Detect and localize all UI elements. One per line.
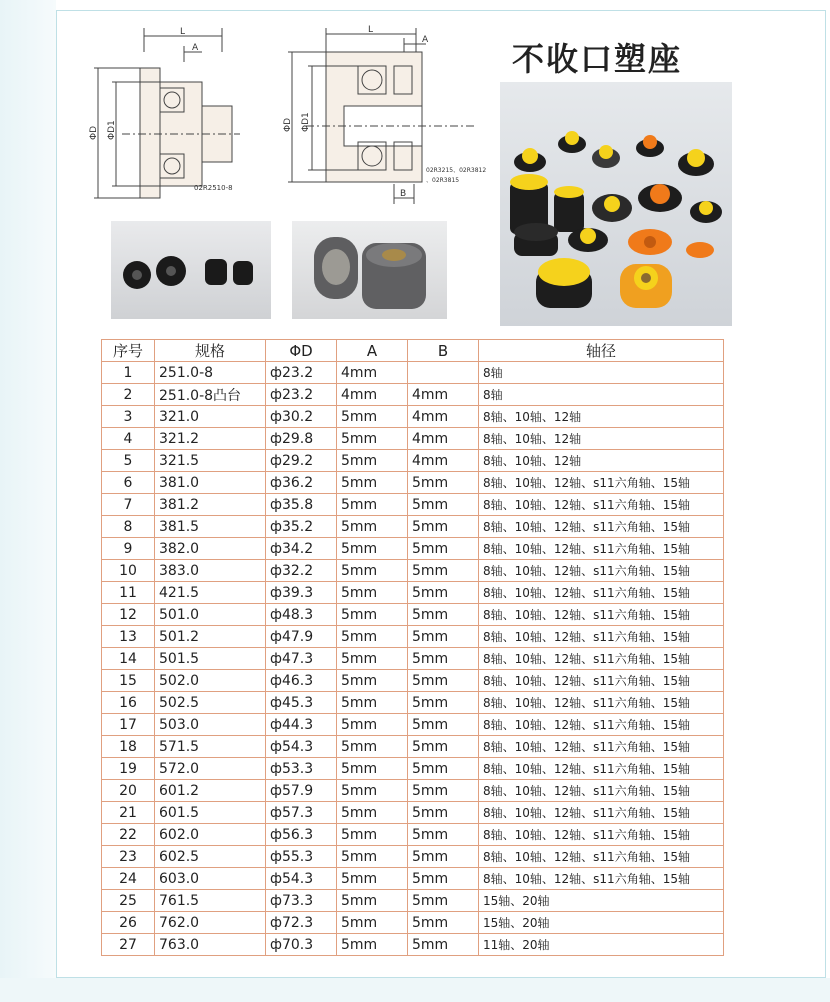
cell-b: 5mm: [408, 890, 479, 912]
table-row: [102, 912, 724, 934]
cell-shaft: 15轴、20轴: [479, 890, 724, 912]
cell-spec: 601.5: [155, 802, 266, 824]
cell-shaft: 8轴、10轴、12轴、s11六角轴、15轴: [479, 802, 724, 824]
cell-a: 5mm: [337, 890, 408, 912]
drawing-right-label-A: A: [422, 35, 429, 45]
table-row: [102, 846, 724, 868]
cell-a: 5mm: [337, 670, 408, 692]
cell-diameter: ф55.3: [266, 846, 337, 868]
cell-no: 20: [102, 780, 155, 802]
table-row: [102, 736, 724, 758]
drawing-left: [72, 22, 252, 212]
cell-shaft: 8轴: [479, 384, 724, 406]
cell-b: 5mm: [408, 824, 479, 846]
cell-shaft: 8轴、10轴、12轴: [479, 450, 724, 472]
cell-a: 5mm: [337, 736, 408, 758]
cell-diameter: ф56.3: [266, 824, 337, 846]
cell-spec: 383.0: [155, 560, 266, 582]
cell-a: 5mm: [337, 758, 408, 780]
photo-assorted-seats: [500, 82, 732, 326]
cell-shaft: 8轴、10轴、12轴: [479, 428, 724, 450]
cell-b: 5mm: [408, 802, 479, 824]
cell-spec: 381.5: [155, 516, 266, 538]
cell-a: 5mm: [337, 780, 408, 802]
table-row: [102, 494, 724, 516]
cell-diameter: ф23.2: [266, 384, 337, 406]
cell-shaft: 8轴、10轴、12轴、s11六角轴、15轴: [479, 670, 724, 692]
cell-no: 6: [102, 472, 155, 494]
cell-spec: 762.0: [155, 912, 266, 934]
table-row: [102, 362, 724, 384]
cell-no: 24: [102, 868, 155, 890]
cell-spec: 761.5: [155, 890, 266, 912]
drawing-right-label-B: B: [400, 189, 407, 199]
cell-spec: 602.5: [155, 846, 266, 868]
cell-a: 5mm: [337, 516, 408, 538]
cell-a: 5mm: [337, 450, 408, 472]
spec-table-body: [102, 362, 724, 956]
cell-no: 27: [102, 934, 155, 956]
table-row: [102, 604, 724, 626]
photo-sprocket-parts: [111, 221, 271, 319]
cell-shaft: 8轴、10轴、12轴、s11六角轴、15轴: [479, 604, 724, 626]
table-row: [102, 450, 724, 472]
cell-no: 21: [102, 802, 155, 824]
cell-diameter: ф45.3: [266, 692, 337, 714]
cell-a: 5mm: [337, 626, 408, 648]
cell-shaft: 8轴、10轴、12轴、s11六角轴、15轴: [479, 648, 724, 670]
cell-spec: 502.0: [155, 670, 266, 692]
cell-no: 17: [102, 714, 155, 736]
cell-shaft: 8轴、10轴、12轴、s11六角轴、15轴: [479, 560, 724, 582]
cell-no: 3: [102, 406, 155, 428]
table-row: [102, 780, 724, 802]
cell-no: 15: [102, 670, 155, 692]
drawing-right-label-L: L: [368, 25, 374, 35]
cell-a: 5mm: [337, 472, 408, 494]
cell-diameter: ф23.2: [266, 362, 337, 384]
cell-a: 5mm: [337, 560, 408, 582]
table-row: [102, 428, 724, 450]
cell-a: 4mm: [337, 384, 408, 406]
cell-b: 4mm: [408, 450, 479, 472]
cell-spec: 421.5: [155, 582, 266, 604]
cell-diameter: ф54.3: [266, 868, 337, 890]
page-bottom-tint: [0, 978, 830, 1002]
cell-diameter: ф73.3: [266, 890, 337, 912]
cell-b: 5mm: [408, 626, 479, 648]
cell-b: 5mm: [408, 736, 479, 758]
spec-table: [101, 339, 724, 956]
cell-shaft: 8轴、10轴、12轴、s11六角轴、15轴: [479, 692, 724, 714]
table-row: [102, 516, 724, 538]
cell-b: 5mm: [408, 582, 479, 604]
cell-diameter: ф36.2: [266, 472, 337, 494]
cell-a: 5mm: [337, 802, 408, 824]
table-row: [102, 758, 724, 780]
cell-b: 5mm: [408, 846, 479, 868]
cell-spec: 501.2: [155, 626, 266, 648]
cell-shaft: 8轴、10轴、12轴、s11六角轴、15轴: [479, 472, 724, 494]
header-no: 序号: [102, 340, 155, 362]
cell-no: 4: [102, 428, 155, 450]
header-spec: 规格: [155, 340, 266, 362]
cell-b: 5mm: [408, 868, 479, 890]
cell-a: 4mm: [337, 362, 408, 384]
cell-spec: 501.0: [155, 604, 266, 626]
cell-no: 10: [102, 560, 155, 582]
table-row: [102, 648, 724, 670]
table-row: [102, 890, 724, 912]
cell-a: 5mm: [337, 868, 408, 890]
cell-a: 5mm: [337, 538, 408, 560]
cell-diameter: ф46.3: [266, 670, 337, 692]
cell-shaft: 8轴、10轴、12轴、s11六角轴、15轴: [479, 714, 724, 736]
drawing-right-label-D1: ΦD1: [301, 112, 311, 132]
cell-spec: 601.2: [155, 780, 266, 802]
cell-diameter: ф53.3: [266, 758, 337, 780]
cell-shaft: 8轴、10轴、12轴、s11六角轴、15轴: [479, 868, 724, 890]
cell-spec: 572.0: [155, 758, 266, 780]
cell-no: 26: [102, 912, 155, 934]
cell-shaft: 8轴、10轴、12轴、s11六角轴、15轴: [479, 626, 724, 648]
cell-b: 5mm: [408, 934, 479, 956]
cell-no: 7: [102, 494, 155, 516]
table-row: [102, 538, 724, 560]
cell-b: 5mm: [408, 780, 479, 802]
cell-b: 5mm: [408, 560, 479, 582]
cell-a: 5mm: [337, 494, 408, 516]
cell-b: 5mm: [408, 714, 479, 736]
cell-diameter: ф32.2: [266, 560, 337, 582]
drawing-right-parts: 02R3215、02R3812: [426, 167, 487, 174]
cell-a: 5mm: [337, 406, 408, 428]
drawing-right-label-D: ΦD: [283, 117, 293, 132]
cell-no: 25: [102, 890, 155, 912]
cell-diameter: ф57.9: [266, 780, 337, 802]
table-row: [102, 692, 724, 714]
table-row: [102, 472, 724, 494]
cell-no: 2: [102, 384, 155, 406]
table-row: [102, 802, 724, 824]
table-row: [102, 560, 724, 582]
table-row: [102, 714, 724, 736]
cell-a: 5mm: [337, 824, 408, 846]
cell-a: 5mm: [337, 714, 408, 736]
cell-no: 14: [102, 648, 155, 670]
cell-spec: 501.5: [155, 648, 266, 670]
cell-no: 19: [102, 758, 155, 780]
table-row: [102, 934, 724, 956]
cell-a: 5mm: [337, 934, 408, 956]
cell-diameter: ф29.8: [266, 428, 337, 450]
cell-spec: 251.0-8凸台: [155, 384, 266, 406]
cell-a: 5mm: [337, 912, 408, 934]
cell-diameter: ф35.8: [266, 494, 337, 516]
cell-diameter: ф29.2: [266, 450, 337, 472]
cell-no: 23: [102, 846, 155, 868]
cell-b: 5mm: [408, 494, 479, 516]
drawing-left-label-L: L: [180, 27, 186, 37]
cell-a: 5mm: [337, 846, 408, 868]
cell-b: [408, 362, 479, 384]
table-row: [102, 384, 724, 406]
cell-shaft: 8轴、10轴、12轴、s11六角轴、15轴: [479, 736, 724, 758]
cell-diameter: ф44.3: [266, 714, 337, 736]
table-row: [102, 824, 724, 846]
cell-diameter: ф47.9: [266, 626, 337, 648]
page-title: 不收口塑座: [512, 40, 683, 78]
cell-spec: 381.2: [155, 494, 266, 516]
cell-no: 12: [102, 604, 155, 626]
cell-diameter: ф34.2: [266, 538, 337, 560]
photo-grey-rollers: [292, 221, 447, 319]
page-side-tint: [0, 0, 56, 1002]
header-b: B: [408, 340, 479, 362]
table-row: [102, 582, 724, 604]
cell-b: 4mm: [408, 384, 479, 406]
cell-b: 5mm: [408, 912, 479, 934]
cell-diameter: ф48.3: [266, 604, 337, 626]
cell-shaft: 8轴: [479, 362, 724, 384]
cell-a: 5mm: [337, 604, 408, 626]
cell-shaft: 8轴、10轴、12轴、s11六角轴、15轴: [479, 758, 724, 780]
drawing-left-label-D: ΦD: [89, 125, 99, 140]
cell-shaft: 8轴、10轴、12轴、s11六角轴、15轴: [479, 582, 724, 604]
cell-shaft: 8轴、10轴、12轴、s11六角轴、15轴: [479, 780, 724, 802]
cell-a: 5mm: [337, 428, 408, 450]
cell-diameter: ф72.3: [266, 912, 337, 934]
cell-no: 9: [102, 538, 155, 560]
cell-a: 5mm: [337, 692, 408, 714]
cell-a: 5mm: [337, 648, 408, 670]
cell-shaft: 8轴、10轴、12轴: [479, 406, 724, 428]
cell-spec: 602.0: [155, 824, 266, 846]
table-row: [102, 406, 724, 428]
cell-b: 4mm: [408, 406, 479, 428]
cell-shaft: 8轴、10轴、12轴、s11六角轴、15轴: [479, 516, 724, 538]
cell-b: 5mm: [408, 516, 479, 538]
cell-spec: 603.0: [155, 868, 266, 890]
cell-shaft: 8轴、10轴、12轴、s11六角轴、15轴: [479, 538, 724, 560]
cell-b: 5mm: [408, 604, 479, 626]
header-diameter: ΦD: [266, 340, 337, 362]
cell-shaft: 15轴、20轴: [479, 912, 724, 934]
cell-diameter: ф39.3: [266, 582, 337, 604]
cell-spec: 321.5: [155, 450, 266, 472]
cell-b: 4mm: [408, 428, 479, 450]
cell-a: 5mm: [337, 582, 408, 604]
drawing-right-parts2: 、02R3815: [426, 177, 460, 184]
cell-diameter: ф30.2: [266, 406, 337, 428]
cell-no: 5: [102, 450, 155, 472]
cell-no: 1: [102, 362, 155, 384]
cell-b: 5mm: [408, 670, 479, 692]
cell-spec: 381.0: [155, 472, 266, 494]
cell-shaft: 11轴、20轴: [479, 934, 724, 956]
cell-spec: 502.5: [155, 692, 266, 714]
cell-b: 5mm: [408, 472, 479, 494]
cell-diameter: ф54.3: [266, 736, 337, 758]
cell-diameter: ф57.3: [266, 802, 337, 824]
cell-diameter: ф47.3: [266, 648, 337, 670]
cell-spec: 251.0-8: [155, 362, 266, 384]
drawing-right: [276, 22, 496, 212]
cell-shaft: 8轴、10轴、12轴、s11六角轴、15轴: [479, 494, 724, 516]
cell-spec: 321.0: [155, 406, 266, 428]
cell-no: 18: [102, 736, 155, 758]
drawing-left-part: 02R2510-8: [194, 184, 233, 192]
table-row: [102, 670, 724, 692]
cell-no: 8: [102, 516, 155, 538]
cell-b: 5mm: [408, 692, 479, 714]
cell-diameter: ф35.2: [266, 516, 337, 538]
cell-shaft: 8轴、10轴、12轴、s11六角轴、15轴: [479, 824, 724, 846]
table-header-row: [102, 340, 724, 362]
cell-no: 22: [102, 824, 155, 846]
table-row: [102, 626, 724, 648]
cell-spec: 571.5: [155, 736, 266, 758]
cell-b: 5mm: [408, 758, 479, 780]
cell-shaft: 8轴、10轴、12轴、s11六角轴、15轴: [479, 846, 724, 868]
cell-no: 13: [102, 626, 155, 648]
cell-no: 16: [102, 692, 155, 714]
header-shaft: 轴径: [479, 340, 724, 362]
drawing-left-label-A: A: [192, 43, 199, 53]
cell-spec: 503.0: [155, 714, 266, 736]
table-row: [102, 868, 724, 890]
cell-spec: 382.0: [155, 538, 266, 560]
cell-no: 11: [102, 582, 155, 604]
header-a: A: [337, 340, 408, 362]
cell-diameter: ф70.3: [266, 934, 337, 956]
drawing-left-label-D1: ΦD1: [107, 120, 117, 140]
cell-b: 5mm: [408, 538, 479, 560]
cell-b: 5mm: [408, 648, 479, 670]
cell-spec: 321.2: [155, 428, 266, 450]
cell-spec: 763.0: [155, 934, 266, 956]
